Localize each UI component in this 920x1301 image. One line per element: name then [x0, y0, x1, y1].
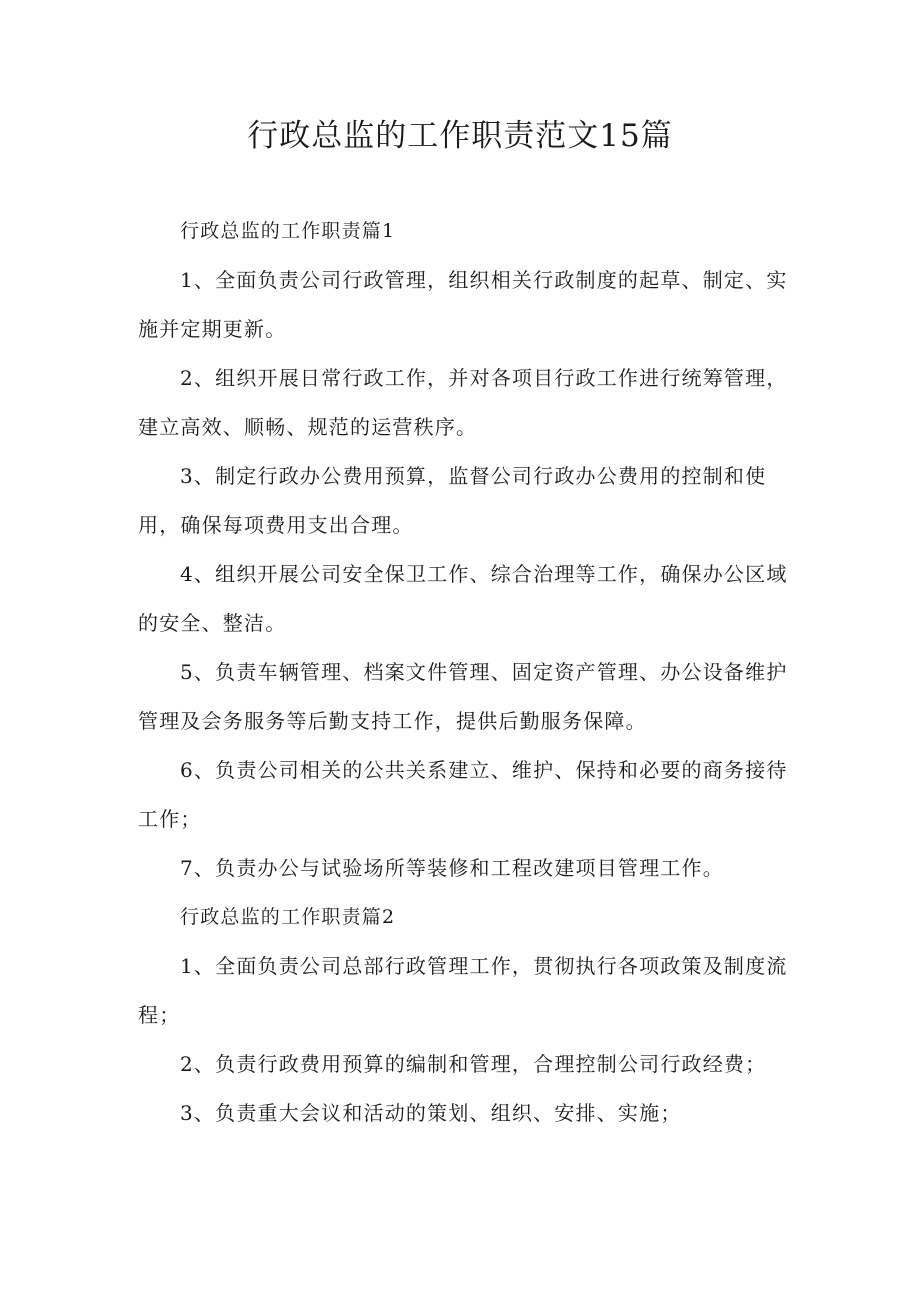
list-item: 5、负责车辆管理、档案文件管理、固定资产管理、办公设备维护管理及会务服务等后勤支持工作，提供后勤服务保障。	[138, 660, 788, 733]
list-item: 2、负责行政费用预算的编制和管理，合理控制公司行政经费；	[180, 1052, 767, 1076]
list-item: 1、全面负责公司总部行政管理工作，贯彻执行各项政策及制度流程；	[138, 954, 788, 1027]
list-item: 3、负责重大会议和活动的策划、组织、安排、实施；	[180, 1101, 682, 1125]
list-item: 7、负责办公与试验场所等装修和工程改建项目管理工作。	[180, 856, 724, 880]
document-title: 行政总监的工作职责范文15篇	[247, 118, 673, 154]
document-body	[138, 207, 788, 1138]
list-item: 1、全面负责公司行政管理，组织相关行政制度的起草、制定、实施并定期更新。	[138, 268, 788, 341]
list-item: 2、组织开展日常行政工作，并对各项目行政工作进行统筹管理，建立高效、顺畅、规范的运营秩序。	[138, 366, 788, 439]
list-item: 3、制定行政办公费用预算，监督公司行政办公费用的控制和使用，确保每项费用支出合理。	[138, 464, 767, 537]
list-item: 4、组织开展公司安全保卫工作、综合治理等工作，确保办公区域的安全、整洁。	[138, 562, 788, 635]
list-item: 6、负责公司相关的公共关系建立、维护、保持和必要的商务接待工作；	[138, 758, 788, 831]
section-heading-1: 行政总监的工作职责篇1	[180, 220, 396, 242]
section-heading-2: 行政总监的工作职责篇2	[180, 906, 396, 928]
